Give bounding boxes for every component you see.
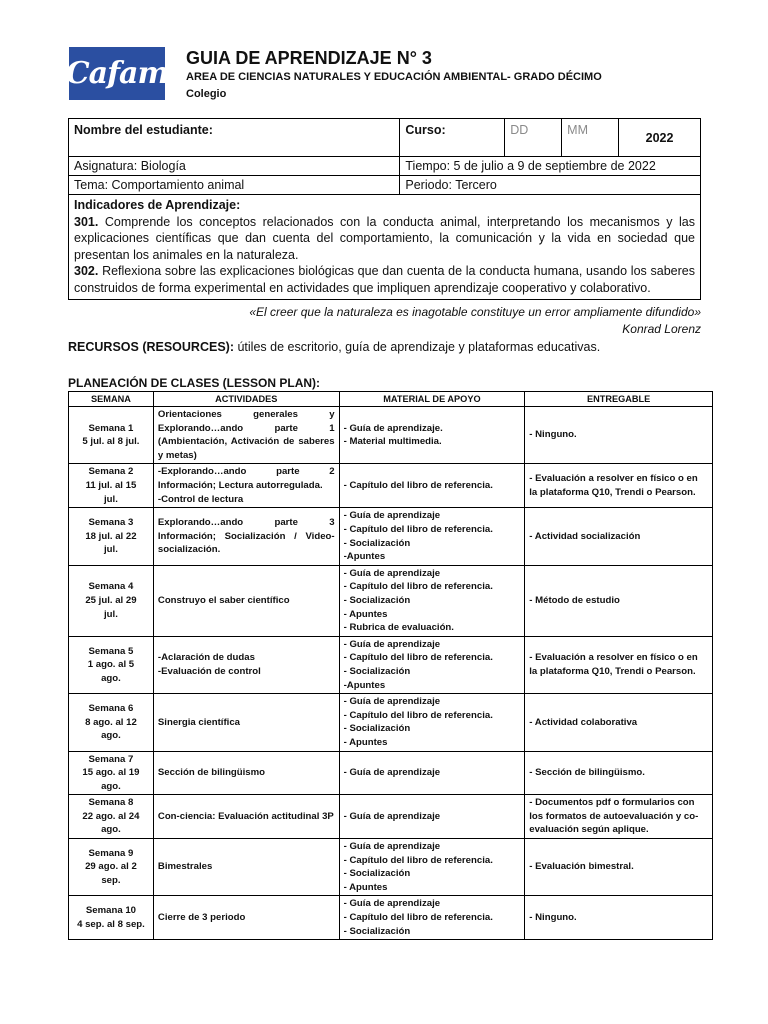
week-line: Semana 8: [88, 797, 134, 809]
week-line: 18 jul. al 22: [85, 530, 137, 542]
materials-line: - Guía de aprendizaje: [343, 510, 441, 522]
activities-cell: [153, 795, 339, 839]
tiempo-cell: Tiempo: 5 de julio a 9 de septiembre de 2022: [400, 157, 701, 176]
activities-cell: [153, 464, 339, 508]
materials-cell: [339, 896, 525, 940]
school-subtitle: Colegio: [186, 88, 227, 100]
plan-row: [69, 407, 713, 464]
deliverable-line: - Evaluación a resolver en físico o en la plataforma Q10, Trendi o Pearson.: [529, 473, 698, 498]
quote-author: Konrad Lorenz: [622, 322, 701, 336]
student-name-label: Nombre del estudiante:: [74, 123, 213, 137]
deliverable-cell: [525, 508, 713, 565]
week-line: ago.: [101, 730, 121, 742]
activities-cell: [153, 751, 339, 795]
week-line: Semana 5: [88, 645, 134, 657]
materials-cell: [339, 795, 525, 839]
deliverable-line: - Ninguno.: [529, 429, 577, 441]
materials-line: - Guía de aprendizaje: [343, 696, 441, 708]
materials-line: - Guía de aprendizaje: [343, 567, 441, 579]
deliverable-cell: [525, 636, 713, 693]
week-line: Semana 7: [88, 753, 134, 765]
deliverable-cell: [525, 565, 713, 636]
week-cell: [69, 795, 154, 839]
activities-cell: [153, 407, 339, 464]
student-name-field[interactable]: [69, 119, 400, 157]
week-cell: [69, 636, 154, 693]
deliverable-line: - Documentos pdf o formularios con los formatos de autoevaluación y co-evaluación según aplique.: [529, 797, 699, 836]
activities-cell: [153, 565, 339, 636]
week-line: 5 jul. al 8 jul.: [82, 436, 140, 448]
deliverable-line: - Ninguno.: [529, 912, 577, 924]
week-line: 1 ago. al 5: [87, 659, 135, 671]
activities-cell: [153, 694, 339, 751]
activities-cell: [153, 508, 339, 565]
tema-cell: Tema: Comportamiento animal: [69, 176, 400, 195]
materials-line: - Capítulo del libro de referencia.: [343, 523, 493, 535]
area-subtitle: AREA DE CIENCIAS NATURALES Y EDUCACIÓN AMBIENTAL- GRADO DÉCIMO: [186, 71, 602, 83]
resources-text: útiles de escritorio, guía de aprendizaje y plataformas educativas.: [234, 340, 601, 354]
week-cell: [69, 464, 154, 508]
week-cell: [69, 508, 154, 565]
week-cell: [69, 839, 154, 896]
activities-line: -Evaluación de control: [157, 665, 261, 677]
plan-row: [69, 795, 713, 839]
indicator-302: 302. Reflexiona sobre las explicaciones biológicas que dan cuenta de la conducta humana, usando los saberes construidos de forma experimental en actividades que impliquen aprendizaje cooperativo y colaborativo.: [74, 264, 695, 295]
materials-line: - Apuntes: [343, 736, 388, 748]
deliverable-cell: [525, 751, 713, 795]
periodo-cell: Periodo: Tercero: [400, 176, 701, 195]
deliverable-cell: [525, 839, 713, 896]
plan-row: [69, 464, 713, 508]
week-line: Semana 4: [88, 581, 134, 593]
materials-line: - Guía de aprendizaje: [343, 638, 441, 650]
indicators-label: Indicadores de Aprendizaje:: [74, 198, 241, 212]
materials-line: - Capítulo del libro de referencia.: [343, 709, 493, 721]
materials-line: - Guía de aprendizaje.: [343, 422, 443, 434]
plan-row: [69, 636, 713, 693]
materials-cell: [339, 839, 525, 896]
plan-row: [69, 896, 713, 940]
plan-row: [69, 694, 713, 751]
materials-cell: [339, 636, 525, 693]
resources-line: [68, 340, 600, 354]
plan-header-row: [69, 392, 713, 407]
week-cell: [69, 896, 154, 940]
activities-line: -Explorando…ando parte 2 Información; Lectura autorregulada.: [157, 466, 335, 492]
materials-line: - Socialización: [343, 723, 411, 735]
materials-cell: [339, 407, 525, 464]
resources-label: RECURSOS (RESOURCES):: [68, 340, 234, 354]
activities-line: -Aclaración de dudas: [157, 652, 255, 664]
info-table: [68, 118, 701, 300]
materials-cell: [339, 464, 525, 508]
week-line: Semana 10: [85, 905, 137, 917]
week-line: Semana 6: [88, 702, 134, 714]
materials-line: - Guía de aprendizaje: [343, 810, 441, 822]
indicator-301: 301. Comprende los conceptos relacionados con la conducta animal, interpretando los mecanismos y las explicaciones científicas que dan cuenta del comportamiento, la comunicación y la vida en sociedad que presentan los animales en la naturaleza.: [74, 214, 695, 262]
deliverable-cell: [525, 464, 713, 508]
activities-line: -Control de lectura: [157, 493, 244, 505]
materials-line: - Socialización: [343, 537, 411, 549]
materials-line: - Capítulo del libro de referencia.: [343, 652, 493, 664]
deliverable-line: - Actividad colaborativa: [529, 716, 638, 728]
week-line: 15 ago. al 19: [82, 767, 140, 779]
week-line: 4 sep. al 8 sep.: [77, 918, 145, 930]
week-line: sep.: [101, 875, 121, 887]
activities-cell: [153, 839, 339, 896]
lesson-plan-table: [68, 391, 713, 940]
curso-label-cell: [400, 119, 505, 157]
activities-line: Bimestrales: [157, 861, 213, 873]
materials-cell: [339, 565, 525, 636]
plan-row: [69, 508, 713, 565]
week-line: Semana 2: [88, 466, 134, 478]
materials-line: - Apuntes: [343, 881, 388, 893]
deliverable-cell: [525, 896, 713, 940]
week-line: 22 ago. al 24: [82, 810, 140, 822]
materials-cell: [339, 751, 525, 795]
plan-row: [69, 565, 713, 636]
materials-cell: [339, 694, 525, 751]
indicators-cell: [69, 195, 701, 300]
activities-cell: [153, 896, 339, 940]
materials-line: - Socialización: [343, 665, 411, 677]
quote-text: «El creer que la naturaleza es inagotable constituye un error ampliamente difundido»: [249, 305, 701, 319]
activities-line: Construyo el saber científico: [157, 594, 290, 606]
activities-line: Sección de bilingüismo: [157, 767, 266, 779]
col-entregable: ENTREGABLE: [525, 392, 713, 407]
deliverable-line: - Evaluación bimestral.: [529, 861, 634, 873]
materials-line: - Socialización: [343, 925, 411, 937]
col-actividades: ACTIVIDADES: [153, 392, 339, 407]
deliverable-cell: [525, 407, 713, 464]
materials-line: - Capítulo del libro de referencia.: [343, 854, 493, 866]
year-field: 2022: [619, 119, 701, 157]
week-line: 25 jul. al 29: [85, 594, 137, 606]
week-cell: [69, 694, 154, 751]
week-cell: [69, 751, 154, 795]
materials-line: - Capítulo del libro de referencia.: [343, 480, 493, 492]
materials-line: - Capítulo del libro de referencia.: [343, 912, 493, 924]
activities-cell: [153, 636, 339, 693]
materials-line: -Apuntes: [343, 679, 386, 691]
deliverable-cell: [525, 795, 713, 839]
week-line: 11 jul. al 15: [85, 480, 137, 492]
materials-line: - Guía de aprendizaje: [343, 898, 441, 910]
activities-line: Orientaciones generales y Explorando…ando parte 1 (Ambientación, Activación de saberes y metas): [157, 409, 335, 461]
plan-row: [69, 839, 713, 896]
materials-cell: [339, 508, 525, 565]
week-line: ago.: [101, 780, 121, 792]
week-line: Semana 9: [88, 847, 134, 859]
deliverable-cell: [525, 694, 713, 751]
week-line: ago.: [101, 824, 121, 836]
deliverable-line: - Método de estudio: [529, 594, 620, 606]
week-line: jul.: [104, 493, 118, 505]
deliverable-line: - Evaluación a resolver en físico o en la plataforma Q10, Trendi o Pearson.: [529, 652, 698, 677]
col-material: MATERIAL DE APOYO: [339, 392, 525, 407]
curso-label: Curso:: [405, 123, 446, 137]
week-line: 8 ago. al 12: [85, 716, 137, 728]
activities-line: Con-ciencia: Evaluación actitudinal 3P: [157, 810, 334, 822]
week-line: ago.: [101, 672, 121, 684]
deliverable-line: - Sección de bilingüismo.: [529, 767, 645, 779]
materials-line: - Guía de aprendizaje: [343, 841, 441, 853]
materials-line: - Guía de aprendizaje: [343, 767, 441, 779]
week-line: jul.: [104, 544, 118, 556]
materials-line: - Socialización: [343, 868, 411, 880]
plan-row: [69, 751, 713, 795]
materials-line: - Material multimedia.: [343, 436, 442, 448]
materials-line: - Capítulo del libro de referencia.: [343, 581, 493, 593]
cafam-logo: Cafam: [69, 47, 165, 100]
week-line: Semana 1: [88, 422, 134, 434]
month-field[interactable]: MM: [562, 119, 619, 157]
activities-line: Sinergia científica: [157, 716, 240, 728]
week-line: Semana 3: [88, 517, 134, 529]
materials-line: - Rubrica de evaluación.: [343, 622, 454, 634]
col-semana: SEMANA: [69, 392, 154, 407]
week-cell: [69, 407, 154, 464]
deliverable-line: - Actividad socialización: [529, 530, 641, 542]
week-line: jul.: [104, 608, 118, 620]
page-title: GUIA DE APRENDIZAJE N° 3: [186, 48, 432, 68]
activities-line: Cierre de 3 periodo: [157, 912, 246, 924]
materials-line: - Apuntes: [343, 608, 388, 620]
materials-line: -Apuntes: [343, 551, 386, 563]
activities-line: Explorando…ando parte 3 Información; Socialización / Video-socialización.: [157, 517, 335, 556]
lesson-plan-title: PLANEACIÓN DE CLASES (LESSON PLAN):: [68, 376, 321, 390]
materials-line: - Socialización: [343, 594, 411, 606]
day-field[interactable]: DD: [505, 119, 562, 157]
week-line: 29 ago. al 2: [85, 861, 137, 873]
asignatura-cell: Asignatura: Biología: [69, 157, 400, 176]
week-cell: [69, 565, 154, 636]
